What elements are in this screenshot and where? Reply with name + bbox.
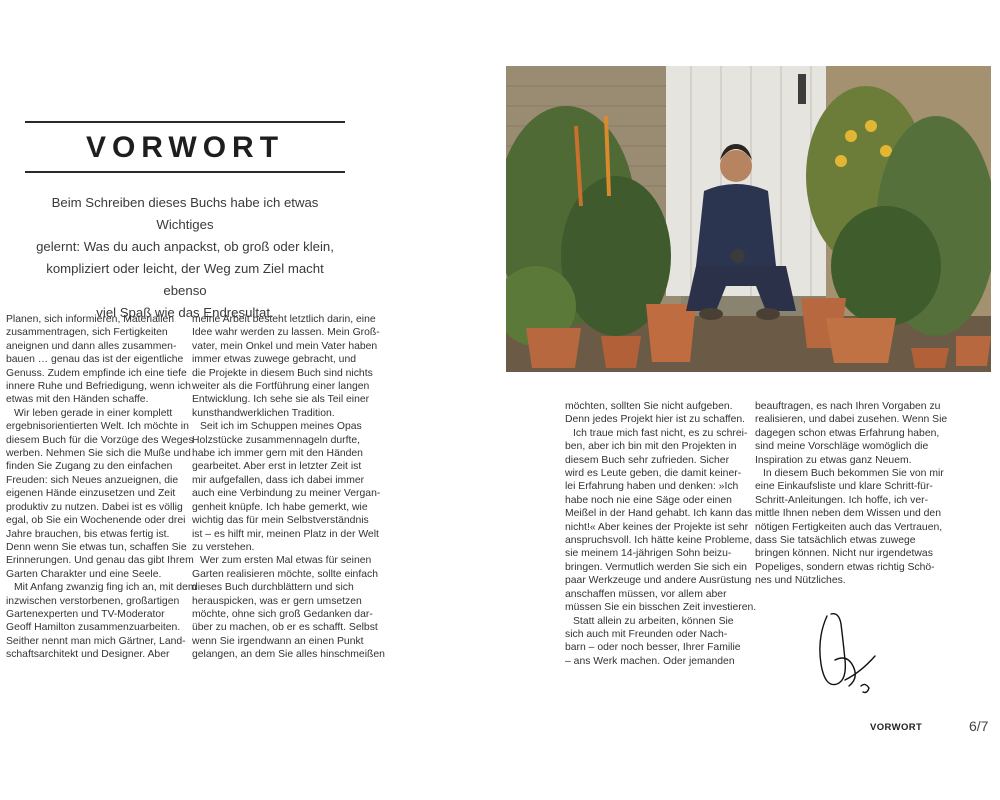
- text-line: ist – es hilft mir, meinen Platz in der Welt: [192, 528, 379, 540]
- text-line: Geoff Hamilton zusammenzuarbeiten.: [6, 622, 181, 634]
- text-line: über zu machen, ob er es schafft. Selbst: [192, 622, 378, 634]
- text-line: wird es Leute geben, die damit keiner-: [565, 468, 742, 480]
- text-line: beauftragen, es nach Ihren Vorgaben zu: [755, 401, 941, 412]
- page-title: VORWORT: [85, 131, 285, 164]
- text-line: Holzstücke zusammennageln durfte,: [192, 434, 361, 446]
- text-line: zusammentragen, sich Fertigkeiten: [6, 327, 168, 339]
- text-line: Meißel in der Hand gehabt. Ich kann das: [565, 508, 753, 520]
- text-line: mir aufgefallen, dass ich dabei immer: [192, 474, 365, 486]
- text-line: Idee wahr werden zu lassen. Mein Groß-: [192, 327, 380, 339]
- text-line: diesem Buch sehr zufrieden. Sicher: [565, 454, 730, 466]
- text-line: mittle Ihnen neben dem Wissen und den: [755, 508, 941, 520]
- text-line: ben, aber ich bin mit den Projekten in: [565, 441, 737, 453]
- text-line: eigenen Hände einzusetzen und Zeit: [6, 488, 176, 500]
- text-line: barn – oder noch besser, Ihrer Familie: [565, 642, 741, 654]
- text-line: Schritt-Anleitungen. Ich hoffe, ich ver-: [755, 494, 929, 506]
- text-column-4: [755, 400, 948, 588]
- text-line: bringen. Vermutlich werden Sie sich ein: [565, 561, 747, 573]
- text-line: Planen, sich informieren, Materialien: [6, 314, 175, 325]
- text-line: nes und Nützliches.: [755, 575, 846, 587]
- text-line: weiter als die Fortführung einer langen: [192, 381, 370, 393]
- page-number: 6/7: [969, 718, 989, 734]
- text-line: gelangen, an dem Sie alles hinschmeißen: [192, 649, 385, 661]
- handwritten-signature: [805, 610, 885, 700]
- text-line: auch eine Verbindung zu meiner Vergan-: [192, 488, 381, 500]
- footer-section-label: VORWORT: [870, 722, 923, 733]
- text-line: bringen können. Nicht nur irgendetwas: [755, 548, 933, 560]
- text-line: Denn wenn Sie etwas tun, schaffen Sie: [6, 541, 187, 553]
- text-line: eine Einkaufsliste und klare Schritt-für-: [755, 481, 933, 493]
- intro-line: Beim Schreiben dieses Buchs habe ich etwas Wichtiges: [51, 195, 319, 232]
- text-line: nötigen Fertigkeiten auch das Vertrauen,: [755, 521, 943, 533]
- text-line: In diesem Buch bekommen Sie von mir: [763, 468, 944, 480]
- title-rule-top: [25, 121, 345, 123]
- text-line: Seither nennt man mich Gärtner, Land-: [6, 635, 186, 647]
- text-line: Freuden: sich Neues anzueignen, die: [6, 474, 179, 486]
- text-line: Statt allein zu arbeiten, können Sie: [573, 615, 734, 627]
- text-line: müssen Sie ein bisschen Zeit investieren.: [565, 602, 757, 614]
- text-line: ergebnisorientierten Welt. Ich möchte in: [6, 421, 189, 433]
- text-column-3: [565, 400, 757, 668]
- text-line: diesem Buch für die Vorzüge des Weges: [6, 434, 194, 446]
- text-line: anschaffen müssen, vor allem aber: [565, 588, 727, 600]
- text-line: realisieren, und dabei zusehen. Wenn Sie: [755, 414, 948, 426]
- text-line: meine Arbeit besteht letztlich darin, eine: [192, 314, 376, 325]
- text-line: vater, mein Onkel und mein Vater haben: [192, 340, 378, 352]
- title-rule-bottom: [25, 171, 345, 173]
- text-line: paar Werkzeuge und andere Ausrüstung: [565, 575, 752, 587]
- text-line: wichtig das für mein Selbstverständnis: [192, 515, 369, 527]
- text-line: Popeliges, sondern etwas richtig Schö-: [755, 561, 935, 573]
- text-line: genheit knüpfe. Ich habe gemerkt, wie: [192, 501, 368, 513]
- hero-photo: [506, 66, 991, 372]
- text-line: Garten realisieren möchte, sollte einfach: [192, 568, 378, 580]
- text-line: zu verstehen.: [192, 541, 255, 553]
- intro-line: kompliziert oder leicht, der Weg zum Ziel macht ebenso: [46, 261, 324, 298]
- text-line: Genuss. Zudem empfinde ich eine tiefe: [6, 367, 187, 379]
- text-line: bauen … genau das ist der eigentliche: [6, 354, 184, 366]
- text-line: Mit Anfang zwanzig fing ich an, mit dem: [14, 582, 197, 594]
- text-line: Entwicklung. Ich sehe sie als Teil einer: [192, 394, 370, 406]
- intro-paragraph: [25, 192, 345, 324]
- text-line: Jahre brauchen, bis etwas fertig ist.: [6, 528, 170, 540]
- text-line: Gartenexperten und TV-Moderator: [6, 608, 165, 620]
- text-line: etwas mit den Händen schaffe.: [6, 394, 149, 406]
- text-line: Garten Charakter und eine Seele.: [6, 568, 162, 580]
- intro-line: viel Spaß wie das Endresultat.: [96, 305, 274, 320]
- intro-line: gelernt: Was du auch anpackst, ob groß oder klein,: [36, 239, 334, 254]
- text-line: Ich traue mich fast nicht, es zu schrei-: [573, 427, 748, 439]
- text-line: schaftsarchitekt und Designer. Aber: [6, 649, 170, 661]
- text-line: dieses Buch durchblättern und sich: [192, 582, 354, 594]
- text-line: sind meine Vorschläge womöglich die: [755, 441, 929, 453]
- text-line: finden Sie Zugang zu den einfachen: [6, 461, 173, 473]
- text-column-1: [6, 313, 197, 662]
- text-line: immer etwas zuwege gebracht, und: [192, 354, 357, 366]
- text-line: lei Erfahrung haben und denken: »Ich: [565, 481, 739, 493]
- text-line: Wer zum ersten Mal etwas für seinen: [200, 555, 372, 567]
- text-line: innere Ruhe und Befriedigung, wenn ich: [6, 381, 191, 393]
- gardener-with-potted-plants-photo: [506, 66, 991, 372]
- text-line: aneignen und dann alles zusammen-: [6, 340, 177, 352]
- text-line: möchten, sollten Sie nicht aufgeben.: [565, 401, 733, 412]
- text-line: möchte, ohne sich groß Gedanken dar-: [192, 608, 373, 620]
- text-line: – ans Werk machen. Oder jemanden: [565, 655, 735, 667]
- text-column-2: [192, 313, 385, 662]
- text-line: die Projekte in diesem Buch sind nichts: [192, 367, 373, 379]
- text-line: inzwischen verstorbenen, großartigen: [6, 595, 180, 607]
- text-line: gearbeitet. Aber erst in letzter Zeit ist: [192, 461, 362, 473]
- text-line: Wir leben gerade in einer komplett: [14, 407, 173, 419]
- text-line: nicht!« Aber keines der Projekte ist sehr: [565, 521, 749, 533]
- text-line: dass Sie tatsächlich etwas zuwege: [755, 535, 916, 547]
- text-line: sich auch mit Freunden oder Nach-: [565, 628, 728, 640]
- text-line: werben. Nehmen Sie sich die Muße und: [6, 448, 191, 460]
- text-line: produktiv zu nutzen. Dabei ist es völlig: [6, 501, 183, 513]
- text-line: anspruchsvoll. Ich hätte keine Probleme,: [565, 535, 753, 547]
- text-line: sie meinem 14-jährigen Sohn beizu-: [565, 548, 732, 560]
- text-line: herauspicken, was er gern umsetzen: [192, 595, 362, 607]
- text-line: habe noch nie eine Säge oder einen: [565, 494, 732, 506]
- text-line: Inspiration zu etwas ganz Neuem.: [755, 454, 912, 466]
- text-line: kunsthandwerklichen Tradition.: [192, 407, 335, 419]
- text-line: wenn Sie irgendwann an einen Punkt: [192, 635, 364, 647]
- text-line: Denn jedes Projekt hier ist zu schaffen.: [565, 414, 746, 426]
- text-line: dagegen schon etwas Erfahrung haben,: [755, 427, 940, 439]
- text-line: egal, ob Sie ein Wochenende oder drei: [6, 515, 186, 527]
- text-line: habe ich immer gern mit den Händen: [192, 448, 363, 460]
- text-line: Erinnerungen. Und genau das gibt Ihrem: [6, 555, 194, 567]
- text-line: Seit ich im Schuppen meines Opas: [200, 421, 362, 433]
